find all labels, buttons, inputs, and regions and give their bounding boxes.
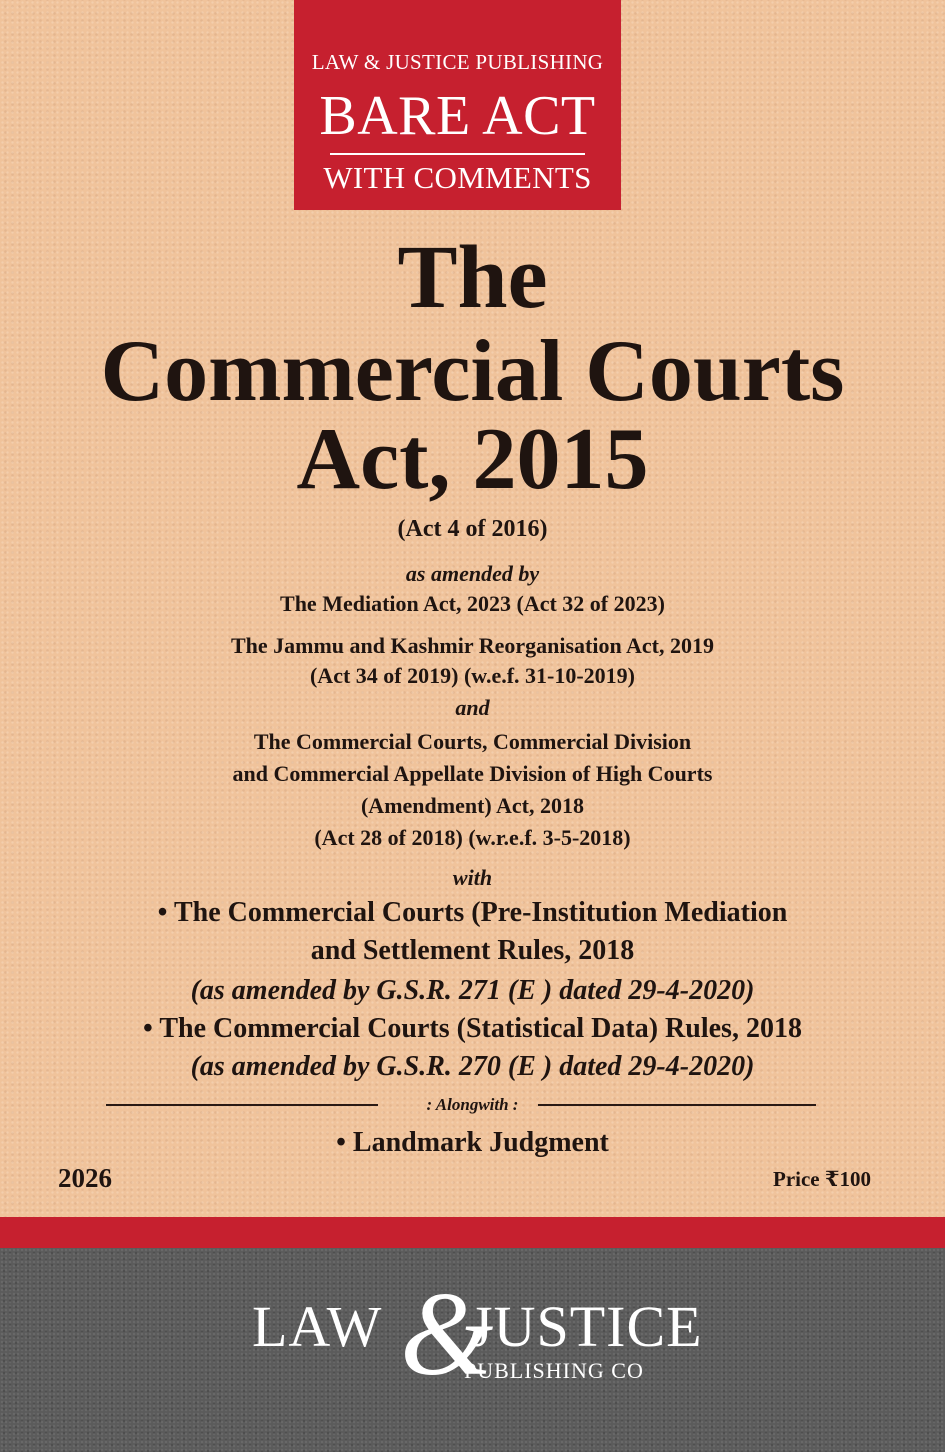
red-stripe xyxy=(0,1217,945,1248)
badge-subtitle: WITH COMMENTS xyxy=(323,160,592,195)
amendment-2018-line-2: and Commercial Appellate Division of High Courts xyxy=(232,761,713,786)
and-text: and xyxy=(455,695,490,720)
amendment-mediation: The Mediation Act, 2023 (Act 32 of 2023) xyxy=(280,591,665,616)
rule-1-note: (as amended by G.S.R. 271 (E ) dated 29-4-2020) xyxy=(190,975,755,1006)
publisher-logo xyxy=(252,1267,703,1412)
badge-divider xyxy=(330,153,585,155)
amendment-2018-line-1: The Commercial Courts, Commercial Division xyxy=(253,729,692,754)
act-number: (Act 4 of 2016) xyxy=(397,516,548,542)
price-label: Price ₹100 xyxy=(773,1167,871,1191)
amendment-jk-detail: (Act 34 of 2019) (w.e.f. 31-10-2019) xyxy=(309,663,636,688)
rule-2-note: (as amended by G.S.R. 270 (E ) dated 29-4-2020) xyxy=(190,1051,755,1082)
with-text: with xyxy=(452,865,493,890)
as-amended-by: as amended by xyxy=(405,561,540,586)
edition-year: 2026 xyxy=(58,1163,112,1193)
title-line-2: Commercial Courts xyxy=(100,323,845,420)
badge-series: BARE ACT xyxy=(319,85,596,147)
amendment-2018-line-3: (Amendment) Act, 2018 xyxy=(360,793,585,818)
logo-law: LAW xyxy=(252,1294,383,1359)
title-line-1: The xyxy=(397,228,548,327)
rule-1-line-2: and Settlement Rules, 2018 xyxy=(310,935,635,966)
amendment-jk-title: The Jammu and Kashmir Reorganisation Act, 2019 xyxy=(230,633,714,658)
rule-1-line-1: • The Commercial Courts (Pre-Institution Mediation xyxy=(157,897,788,928)
amendment-2018-line-4: (Act 28 of 2018) (w.r.e.f. 3-5-2018) xyxy=(314,825,631,850)
logo-justice: JUSTICE xyxy=(470,1294,703,1359)
badge-publisher: LAW & JUSTICE PUBLISHING xyxy=(311,50,604,74)
logo-publishing-co: PUBLISHING CO xyxy=(464,1358,644,1383)
landmark-judgment: • Landmark Judgment xyxy=(336,1127,609,1158)
rule-2-line-1: • The Commercial Courts (Statistical Data) Rules, 2018 xyxy=(143,1013,802,1044)
bare-act-badge xyxy=(294,0,621,210)
title-line-3: Act, 2015 xyxy=(296,411,649,508)
alongwith-rule-right xyxy=(538,1104,816,1106)
logo-ampersand: & xyxy=(400,1267,494,1400)
alongwith-label: : Alongwith : xyxy=(426,1095,519,1114)
